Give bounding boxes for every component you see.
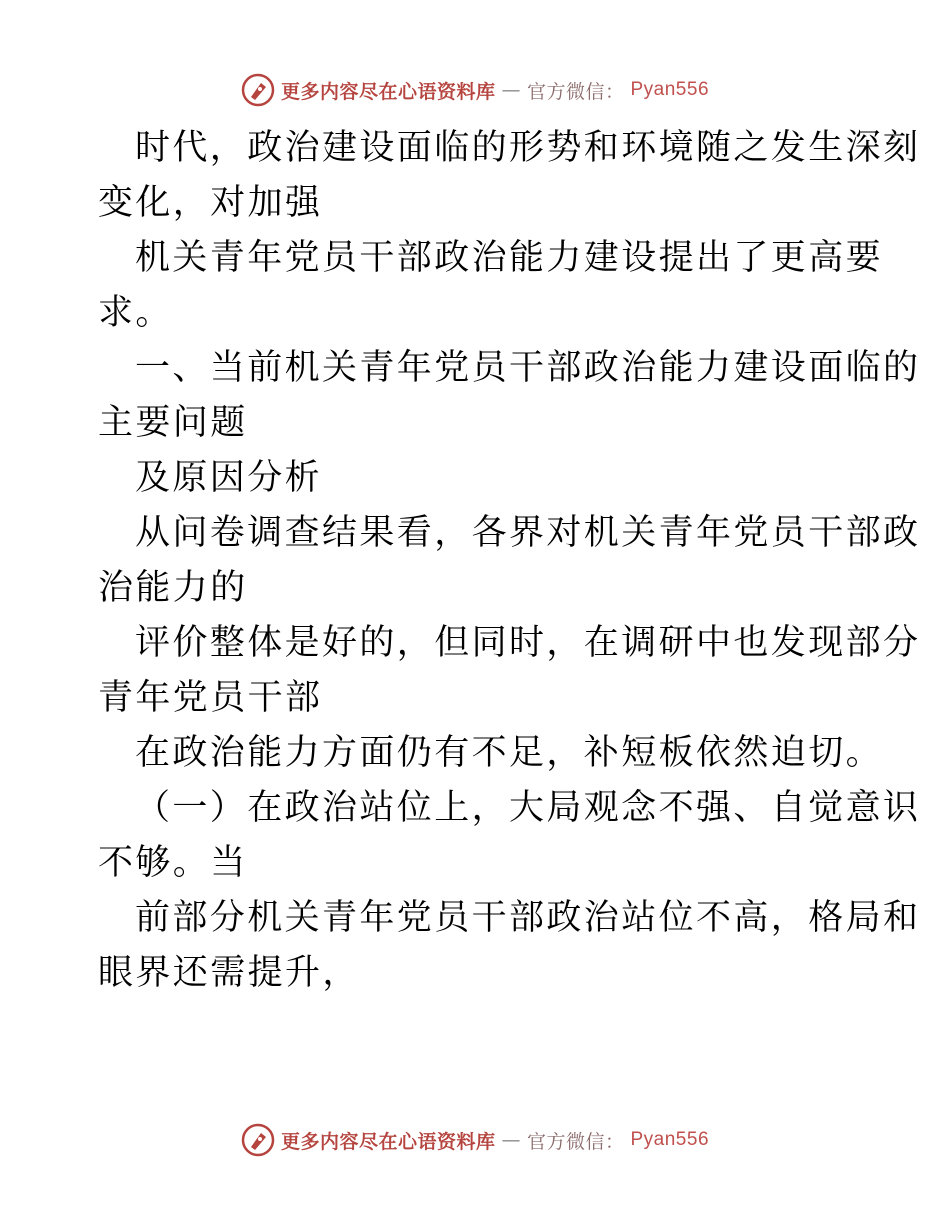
pen-nib-logo-icon — [241, 73, 275, 107]
body-text-line: 一、当前机关青年党员干部政治能力建设面临的 — [135, 348, 921, 388]
watermark-dash: — — [501, 79, 521, 101]
pen-nib-logo-icon — [241, 1123, 275, 1157]
body-text-line: 及原因分析 — [135, 458, 323, 498]
body-text-line: （一）在政治站位上，大局观念不强、自觉意识 — [135, 788, 921, 828]
body-text-line: 评价整体是好的，但同时，在调研中也发现部分 — [135, 623, 921, 663]
watermark-wechat-id: Pyan556 — [630, 1129, 710, 1150]
body-text-line: 时代，政治建设面临的形势和环境随之发生深刻 — [135, 128, 921, 168]
body-text-line: 不够。当 — [98, 843, 248, 883]
body-text-line: 青年党员干部 — [98, 678, 323, 718]
watermark-label: 官方微信： — [526, 1130, 625, 1153]
body-text-line: 机关青年党员干部政治能力建设提出了更高要 — [135, 238, 884, 278]
watermark-dash: — — [501, 1129, 521, 1151]
body-text-line: 从问卷调查结果看，各界对机关青年党员干部政 — [135, 513, 921, 553]
watermark-site-text: 更多内容尽在心语资料库 — [280, 1130, 496, 1153]
body-text-line: 前部分机关青年党员干部政治站位不高，格局和 — [135, 898, 921, 938]
watermark-label: 官方微信： — [526, 80, 625, 103]
watermark-wechat-id: Pyan556 — [630, 79, 710, 100]
watermark-site-text: 更多内容尽在心语资料库 — [280, 80, 496, 103]
body-text-line: 在政治能力方面仍有不足，补短板依然迫切。 — [135, 733, 884, 773]
body-text-line: 变化，对加强 — [98, 183, 323, 223]
body-text-line: 眼界还需提升， — [98, 953, 360, 993]
footer-watermark — [0, 1120, 950, 1160]
header-watermark — [0, 70, 950, 110]
document-body — [98, 121, 921, 1001]
body-text-line: 主要问题 — [98, 403, 248, 443]
body-text-line: 求。 — [98, 293, 173, 333]
body-text-line: 治能力的 — [98, 568, 248, 608]
